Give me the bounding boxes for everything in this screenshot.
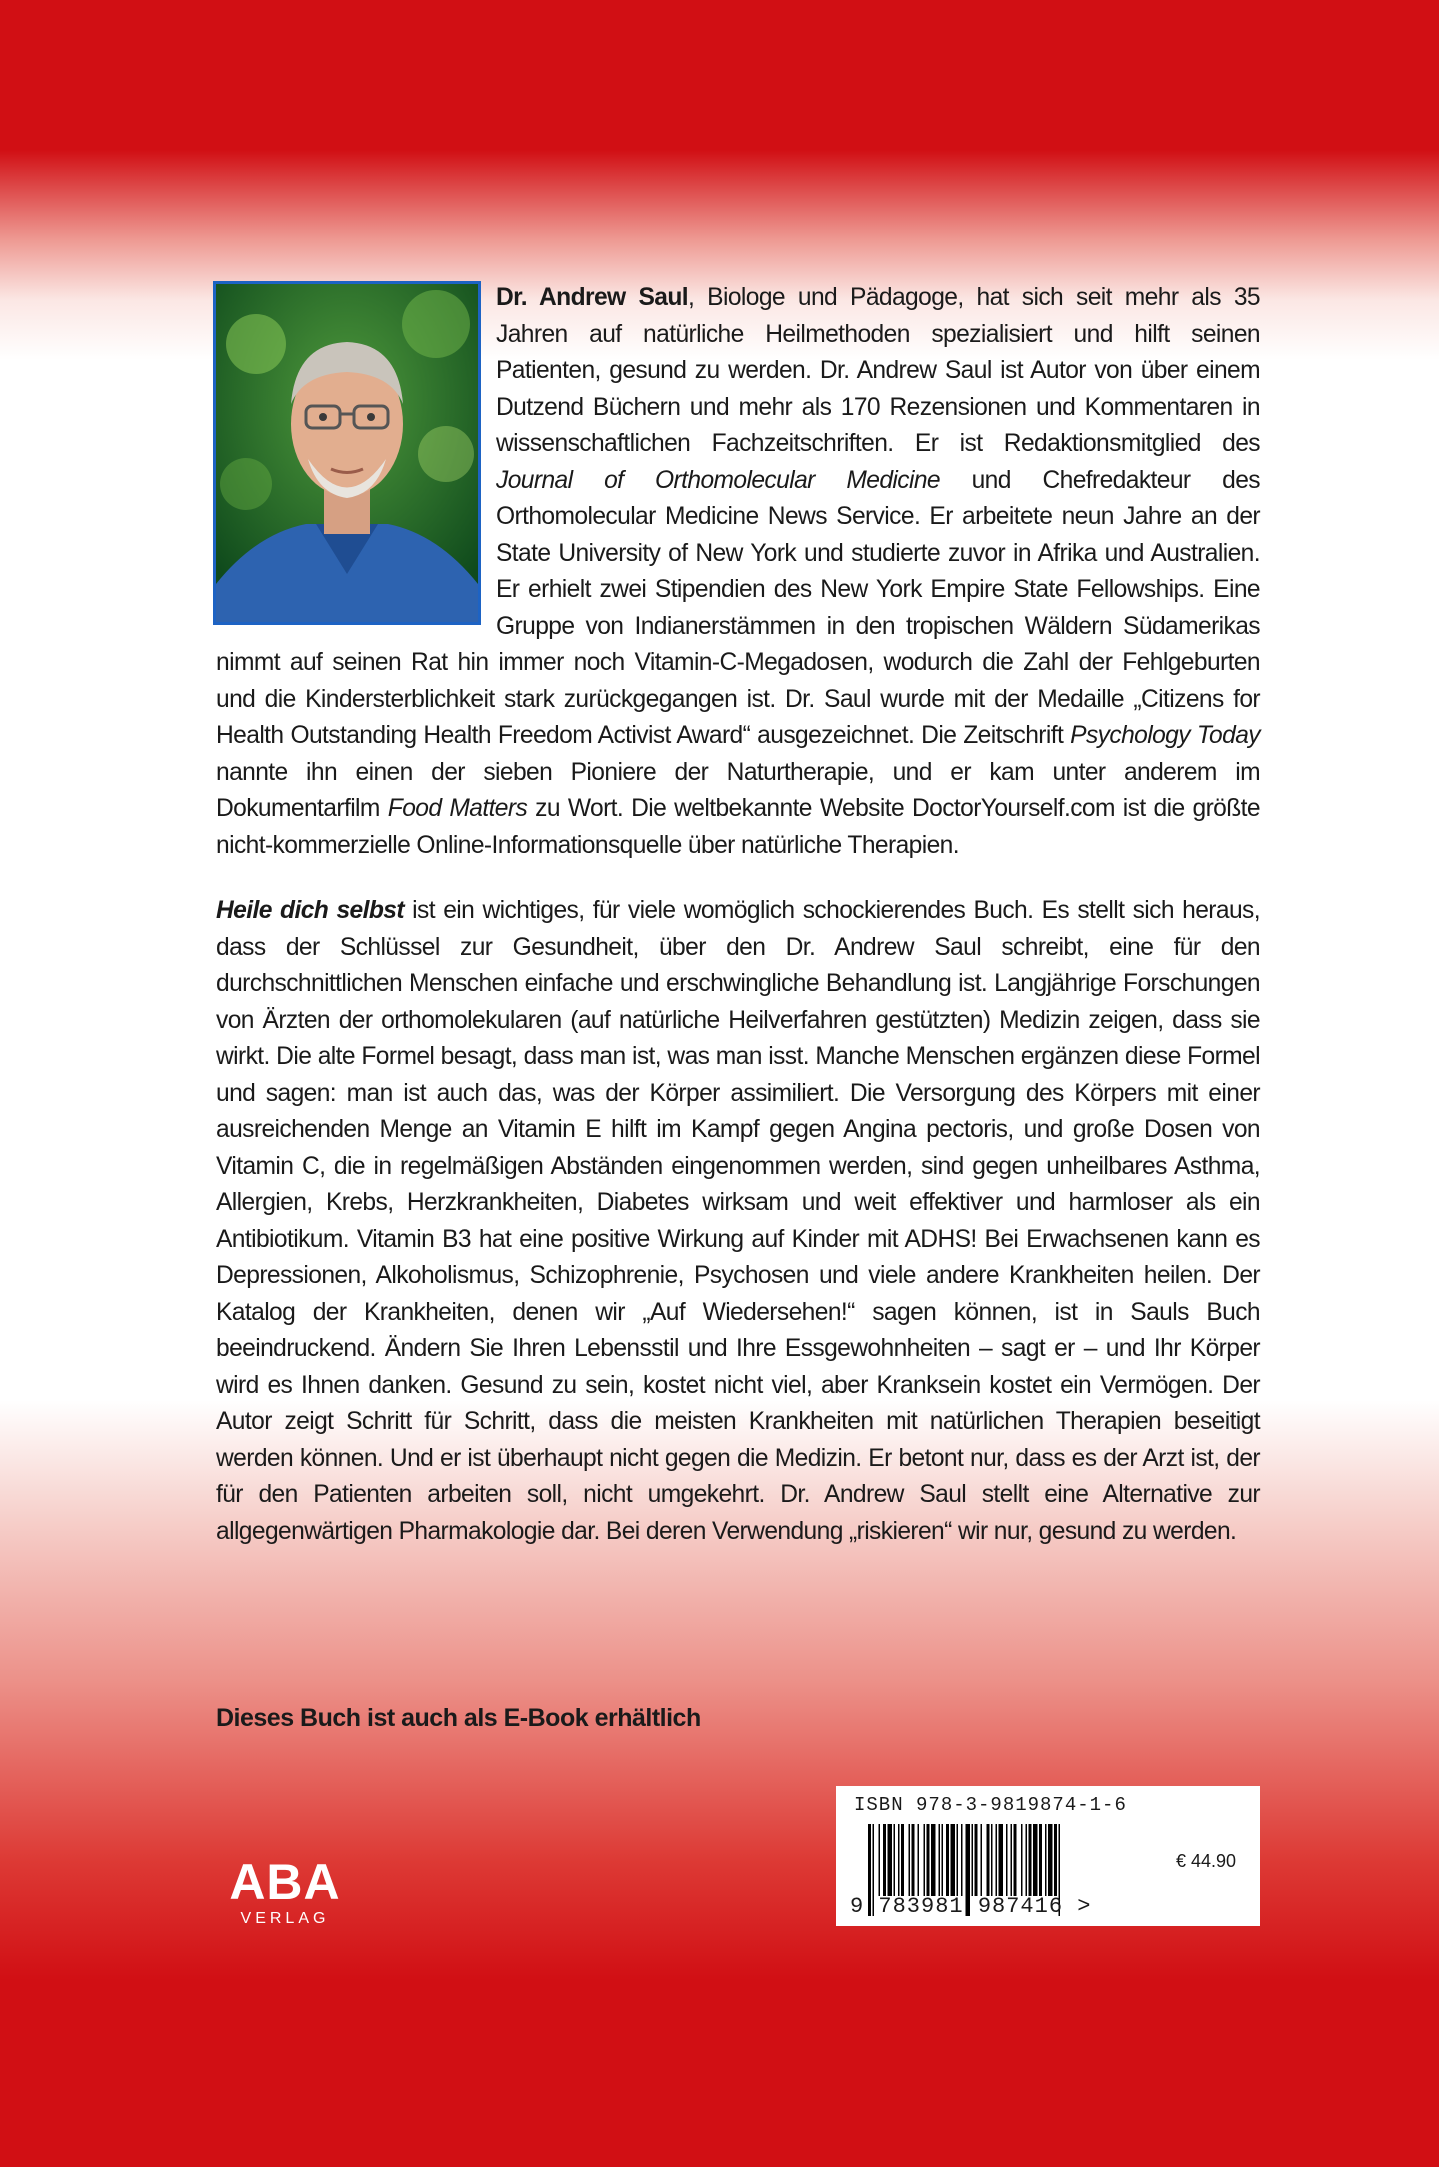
bio-text-3: nannte ihn einen der sieben Pioniere der Naturtherapie, und er kam unter anderem im Dokumentarfilm xyxy=(216,758,1260,822)
barcode-bar xyxy=(894,1824,896,1896)
barcode-bar xyxy=(972,1824,974,1896)
barcode-bar xyxy=(924,1824,926,1896)
journal-title: Journal of Orthomolecular Medicine xyxy=(496,466,940,494)
barcode-bar xyxy=(931,1824,936,1896)
barcode-bar xyxy=(901,1824,904,1896)
barcode-bar xyxy=(987,1824,990,1896)
ebook-note: Dieses Buch ist auch als E-Book erhältlich xyxy=(216,1704,701,1732)
barcode-digits: 9 783981 987416 > xyxy=(850,1894,1092,1919)
author-bio xyxy=(216,280,1260,864)
barcode-bar xyxy=(909,1824,911,1896)
book-description xyxy=(216,893,1260,1550)
barcode-bar xyxy=(1054,1824,1057,1896)
barcode-bar xyxy=(961,1824,963,1896)
bio-text-1: , Biologe und Pädagoge, hat sich seit mehr als 35 Jahren auf natürliche Heilmethoden spezialisiert und hilft seinen Patienten, gesund zu werden. Dr. Andrew Saul ist Autor von über einem Dutzend Büchern und mehr als 170 Rezensionen und Kommentaren in wissenschaftlichen Fachzeitschriften. Er ist Redaktionsmitglied des xyxy=(496,284,1260,457)
price: € 44.90 xyxy=(1176,1851,1237,1871)
barcode-bar xyxy=(918,1824,920,1896)
description-text: ist ein wichtiges, für viele womöglich schockierendes Buch. Es stellt sich heraus, dass der Schlüssel zur Gesundheit, über den Dr. Andrew Saul schreibt, eine für den durchschnittlichen Menschen einfache und erschwingliche Behandlung ist. Langjährige Forschungen von Ärzten der orthomolekularen (auf natürliche Heilverfahren gestützten) Medizin zeigen, dass sie wirkt. Die alte Formel besagt, dass man ist, was man isst. Manche Menschen ergänzen diese Formel und sagen: man ist auch das, was der Körper assimiliert. Die Versorgung des Körpers mit einer ausreichenden Menge an Vitamin E hilft im Kampf gegen Angina pectoris, und große Dosen von Vitamin C, die in regelmäßigen Abständen eingenommen werden, sind gegen unheilbares Asthma, Allergien, Krebs, Herzkrankheiten, Diabetes wirksam und weit effektiver und harmloser als ein Antibiotikum. Vitamin B3 hat eine positive Wirkung auf Kinder mit ADHS! Bei Erwachsenen kann es Depressionen, Alkoholismus, Schizophrenie, Psychosen und viele andere Krankheiten heilen. Der Katalog der Krankheiten, denen wir „Auf Wiedersehen!“ sagen können, ist in Sauls Buch beeindruckend. Ändern Sie Ihren Lebensstil und Ihre Essgewohnheiten – sagt er – und Ihr Körper wird es Ihnen danken. Gesund zu sein, kostet nicht viel, aber Kranksein kostet ein Vermögen. Der Autor zeigt Schritt für Schritt, dass die meisten Krankheiten mit natürlichen Therapien beseitigt werden können. Und er ist überhaupt nicht gegen die Medizin. Er betont nur, dass es der Arzt ist, der für den Patienten arbeiten soll, nicht umgekehrt. Dr. Andrew Saul stellt eine Alternative zur allgegenwärtigen Pharmakologie dar. Bei deren Verwendung „riskieren“ wir nur, gesund zu werden. xyxy=(216,897,1260,1545)
barcode-bar xyxy=(1033,1824,1038,1896)
film-title: Food Matters xyxy=(387,795,528,822)
barcode-bar xyxy=(1006,1824,1008,1896)
logo-letters: ABA xyxy=(229,1854,341,1910)
barcode-bar xyxy=(912,1824,915,1896)
barcode-bar xyxy=(1039,1824,1042,1896)
barcode-bar xyxy=(991,1824,993,1896)
barcode-bar xyxy=(1048,1824,1053,1896)
photo-spacer xyxy=(216,280,496,640)
barcode-bar xyxy=(1029,1824,1032,1896)
logo-subtitle: VERLAG xyxy=(240,1910,330,1927)
barcode-bar xyxy=(1021,1824,1023,1896)
barcode-bar xyxy=(1011,1824,1013,1896)
barcode-bar xyxy=(999,1824,1004,1896)
barcode-bar xyxy=(975,1824,978,1896)
barcode-bar xyxy=(957,1824,959,1896)
magazine-title: Psychology Today xyxy=(1070,722,1260,749)
bio-text-4: zu Wort. Die weltbekannte Website DoctorYourself.com ist die größte nicht-kommerzielle Online-Informationsquelle über natürliche Therapien. xyxy=(216,795,1260,859)
barcode-bar xyxy=(883,1824,886,1896)
publisher-logo xyxy=(215,1856,355,1930)
barcode-bar xyxy=(942,1824,944,1896)
bio-text-2: und Chefredakteur des Orthomolecular Medicine News Service. Er arbeitete neun Jahre an der State University of New York und studierte zuvor in Afrika und Australien. Er erhielt zwei Stipendien des New York Empire State Fellowships. Eine Gruppe von Indianerstämmen in den tropischen Wäldern Südamerikas nimmt auf seinen Rat hin immer noch Vitamin-C-Megadosen, wodurch die Zahl der Fehlgeburten und die Kindersterblichkeit stark zurückgegangen ist. Dr. Saul wurde mit der Medaille „Citizens for Health Outstanding Health Freedom Activist Award“ ausgezeichnet. Die Zeitschrift xyxy=(216,466,1260,749)
isbn-text: ISBN 978-3-9819874-1-6 xyxy=(854,1794,1127,1816)
barcode-bar xyxy=(981,1824,983,1896)
barcode-bar xyxy=(879,1824,881,1896)
barcode-bar xyxy=(1014,1824,1017,1896)
barcode-bar xyxy=(898,1824,900,1896)
barcode-bar xyxy=(951,1824,956,1896)
barcode-bar xyxy=(939,1824,941,1896)
barcode-bar xyxy=(1026,1824,1028,1896)
barcode-bar xyxy=(1045,1824,1047,1896)
barcode-bar xyxy=(946,1824,949,1896)
barcode-bar xyxy=(927,1824,930,1896)
author-name: Dr. Andrew Saul xyxy=(496,284,689,311)
barcode-label xyxy=(836,1786,1260,1926)
barcode-bar xyxy=(888,1824,893,1896)
barcode-bar xyxy=(996,1824,998,1896)
book-title: Heile dich selbst xyxy=(216,897,404,924)
